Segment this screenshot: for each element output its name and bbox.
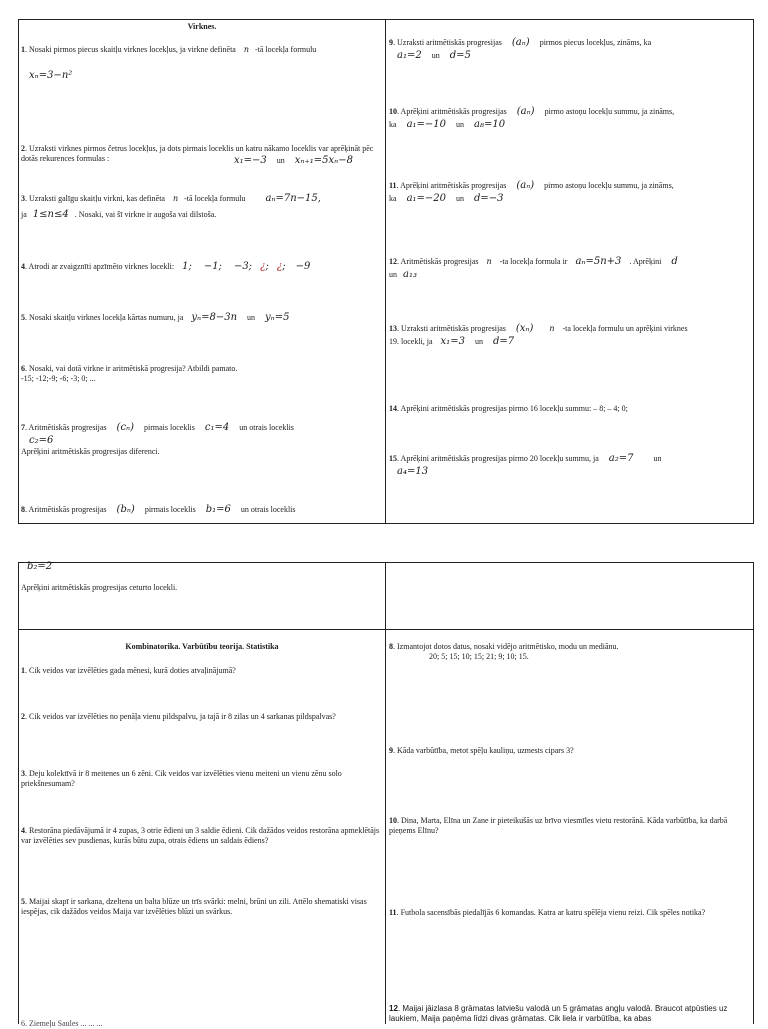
combi-task-9: 9. Kāda varbūtība, metot spēļu kauliņu, uzmests cipars 3? — [389, 746, 574, 755]
combi-task-3: 3. Deju kolektīvā ir 8 meitenes un 6 zēni. Cik veidos var izvēlēties vienu meiteni un vienu zēnu solo priekšnesumam? — [21, 769, 342, 788]
task-1: 1. Nosaki pirmos piecus skaitļu virknes locekļus, ja virkne definēta n -tā locekļa formulu — [21, 45, 317, 54]
column-divider — [385, 20, 386, 523]
combi-task-5: 5. Maijai skapī ir sarkana, dzeltena un balta blūze un trīs svārki: melni, brūni un zili. Attēlo shematiski visas iespējas, cik dažādos veidos Maija var izvēlēties blūzi un svārkus. — [21, 897, 367, 916]
combi-task-6-cut: 6. Ziemeļu Saules ... ... ... — [21, 1019, 103, 1028]
task-14: 14. Aprēķini aritmētiskās progresijas pirmo 16 locekļu summu: – 8; – 4; 0; — [389, 404, 628, 413]
task-8-cont-text: Aprēķini aritmētiskās progresijas ceturto locekli. — [21, 583, 178, 592]
task-8-cont-formula: b₂=2 — [27, 561, 53, 572]
task-2: 2. Uzraksti virknes pirmos četrus locekļus, ja dots pirmais loceklis un katru nākamo loceklis var aprēķināt pēc dotās rekurences formulas : — [21, 144, 374, 163]
column-divider — [385, 563, 386, 1024]
task-6: 6. Nosaki, vai dotā virkne ir aritmētiskā progresija? Atbildi pamato. -15; -12;-9; -6; -3; 0; ... — [21, 364, 238, 383]
task-10: 10. Aprēķini aritmētiskās progresijas (aₙ) pirmo astoņu locekļu summu, ja zināms, ka a₁=−10 un a₈=10 — [389, 106, 675, 130]
task-2-formulas: x₁=−3 un xₙ₊₁=5xₙ−8 — [234, 155, 353, 166]
task-1-formula: xₙ=3−n² — [29, 70, 73, 81]
page-1 — [18, 19, 754, 524]
task-13: 13. Uzraksti aritmētiskās progresijas (xₙ) n -ta locekļa formulu un aprēķini virknes 19. locekli, ja x₁=3 un d=7 — [389, 323, 688, 347]
combi-task-10: 10. Dina, Marta, Elīna un Zane ir pieteikušās uz brīvo viesmīles vietu restorānā. Kāda varbūtība, ka darbā pieņems Elīnu? — [389, 816, 728, 835]
task-11: 11. Aprēķini aritmētiskās progresijas (aₙ) pirmo astoņu locekļu summu, ja zināms, ka a₁=−20 un d=−3 — [389, 180, 674, 204]
task-7: 7. Aritmētiskās progresijas (cₙ) pirmais loceklis c₁=4 un otrais loceklis c₂=6 Aprēķini aritmētiskās progresijas diferenci. — [21, 422, 294, 456]
task-3: 3. Uzraksti galīgu skaitļu virkni, kas definēta n -tā locekļa formulu aₙ=7n−15, — [21, 193, 321, 204]
combi-task-12: 12. Maijai jāizlasa 8 grāmatas latviešu valodā un 5 grāmatas angļu valodā. Braucot atpūsties uz laukiem, Maija paņēma līdzi divas grāmatas. Cik liela ir varbūtība, ka abas — [389, 1004, 728, 1023]
section-title: Virknes. — [187, 22, 217, 31]
task-5: 5. Nosaki skaitļu virknes locekļa kārtas numuru, ja yₙ=8−3n un yₙ=5 — [21, 312, 290, 323]
section-title-2: Kombinatorika. Varbūtību teorija. Statistika — [125, 642, 279, 651]
task-8: 8. Aritmētiskās progresijas (bₙ) pirmais loceklis b₁=6 un otrais loceklis — [21, 504, 296, 515]
combi-task-4: 4. Restorāna piedāvājumā ir 4 zupas, 3 otrie ēdieni un 3 saldie ēdieni. Cik dažādos veidos restorāna apmeklētājs var izvēlēties sev pusdienas, kurās būtu zupa, otrais ēdiens un saldais ēdiens? — [21, 826, 380, 845]
combi-task-11: 11. Futbola sacensībās piedalījās 6 komandas. Katra ar katru spēlēja vienu reizi. Cik spēles notika? — [389, 908, 706, 917]
task-3-line2: ja 1≤n≤4 . Nosaki, vai šī virkne ir augoša vai dilstoša. — [21, 209, 217, 220]
task-4: 4. Atrodi ar zvaigznīti apzīmēto virknes locekli: 1; −1; −3; ¿; ¿; −9 — [21, 261, 311, 272]
combi-task-2: 2. Cik veidos var izvēlēties no penāļa vienu pildspalvu, ja tajā ir 8 zilas un 4 sarkanas pildspalvas? — [21, 712, 336, 721]
row-divider — [19, 629, 753, 630]
combi-task-8: 8. Izmantojot dotos datus, nosaki vidējo aritmētisko, modu un mediānu. 20; 5; 15; 10; 15; 21; 9; 10; 15. — [389, 642, 619, 661]
combi-task-1: 1. Cik veidos var izvēlēties gada mēnesi, kurā doties atvaļinājumā? — [21, 666, 236, 675]
task-12: 12. Aritmētiskās progresijas n -ta locekļa formula ir aₙ=5n+3 . Aprēķini d un a₁₃ — [389, 256, 678, 280]
page-2 — [18, 561, 754, 1028]
task-15: 15. Aprēķini aritmētiskās progresijas pirmo 20 locekļu summu, ja a₂=7 un a₄=13 — [389, 453, 662, 477]
task-9: 9. Uzraksti aritmētiskās progresijas (aₙ) pirmos piecus locekļus, zināms, ka a₁=2 un d=5 — [389, 37, 652, 61]
